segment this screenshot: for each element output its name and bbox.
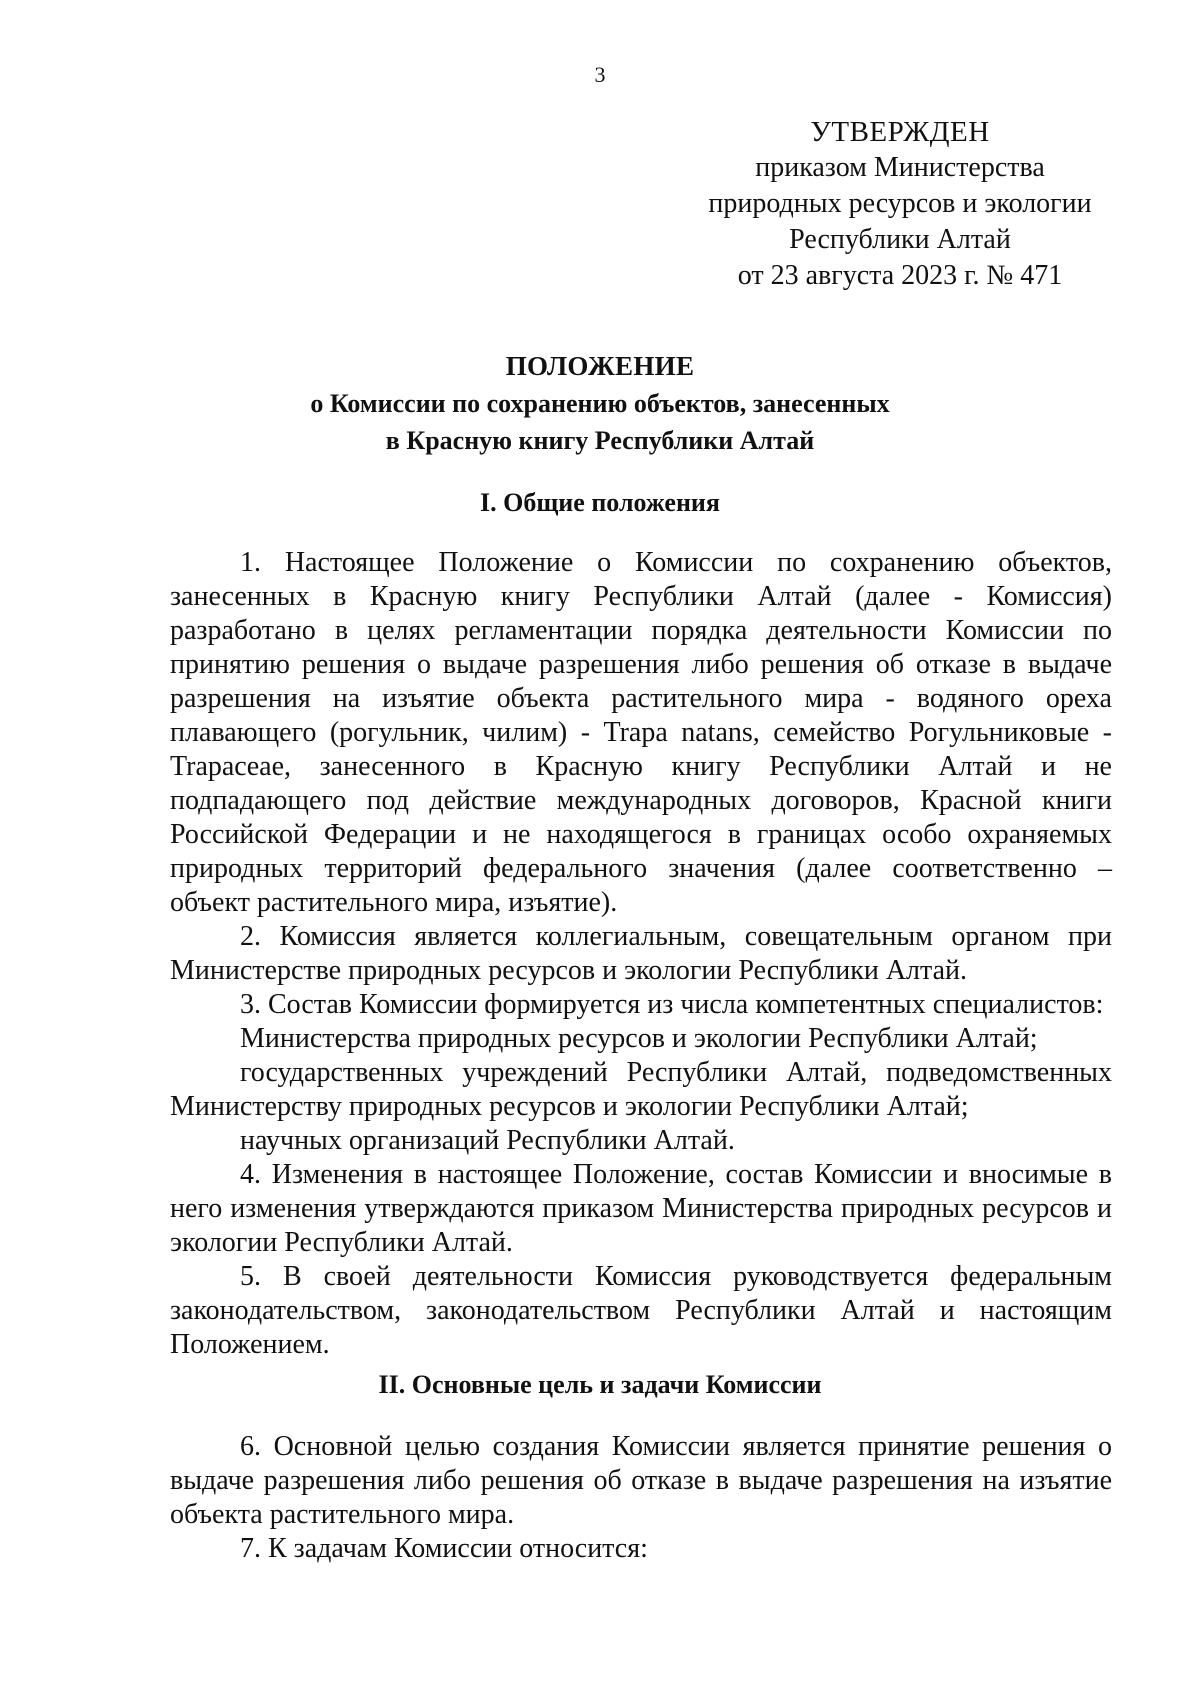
page-number: 3 (594, 62, 606, 87)
paragraph: 3. Состав Комиссии формируется из числа компетентных специалистов: (240, 989, 1104, 1020)
paragraph: Министерства природных ресурсов и экологии Республики Алтай; (240, 1023, 1038, 1054)
section-heading-general: I. Общие положения (480, 488, 720, 517)
paragraph: 6. Основной целью создания Комиссии является принятие решения о выдаче разрешения либо решения об отказе в выдаче разрешения на изъятие объекта растительного мира. (170, 1431, 1112, 1530)
section-heading-goals: II. Основные цель и задачи Комиссии (378, 1370, 822, 1399)
approval-stamp-block (680, 114, 1120, 294)
document-subtitle-line: в Красную книгу Республики Алтай (385, 426, 815, 455)
approval-line: Республики Алтай (789, 224, 1011, 255)
document-title: ПОЛОЖЕНИЕ (505, 351, 695, 381)
document-title-block (0, 348, 1200, 459)
section-body-general (170, 546, 1112, 1362)
paragraph: государственных учреждений Республики Алтай, подведомственных Министерству природных ресурсов и экологии Республики Алтай; (170, 1057, 1112, 1122)
approval-line: природных ресурсов и экологии (708, 188, 1092, 219)
document-subtitle-line: о Комиссии по сохранению объектов, занесенных (310, 389, 890, 418)
approval-order-date: от 23 августа 2023 г. № 471 (737, 260, 1063, 291)
paragraph: 1. Настоящее Положение о Комиссии по сохранению объектов, занесенных в Красную книгу Республики Алтай (далее - Комиссия) разработано в целях регламентации порядка деятельности Комиссии по принятию решения о выдаче разрешения либо решения об отказе в выдаче разрешения на изъятие объекта растительного мира - водяного ореха плавающего (рогульник, чилим) - Trapa natans, семейство Рогульниковые - Trapaceae, занесенного в Красную книгу Республики Алтай и не подпадающего под действие международных договоров, Красной книги Российской Федерации и не находящегося в границах особо охраняемых природных территорий федерального значения (далее соответственно – объект растительного мира, изъятие). (170, 547, 1112, 918)
paragraph: 5. В своей деятельности Комиссия руководствуется федеральным законодательством, законодательством Республики Алтай и настоящим Положением. (170, 1261, 1112, 1360)
paragraph: 4. Изменения в настоящее Положение, состав Комиссии и вносимые в него изменения утверждаются приказом Министерства природных ресурсов и экологии Республики Алтай. (170, 1159, 1112, 1258)
paragraph: 2. Комиссия является коллегиальным, совещательным органом при Министерстве природных ресурсов и экологии Республики Алтай. (170, 921, 1112, 986)
approved-label: УТВЕРЖДЕН (810, 116, 990, 148)
approval-line: приказом Министерства (755, 152, 1045, 183)
section-body-goals (170, 1430, 1112, 1566)
paragraph: 7. К задачам Комиссии относится: (240, 1533, 648, 1564)
paragraph: научных организаций Республики Алтай. (240, 1125, 735, 1156)
